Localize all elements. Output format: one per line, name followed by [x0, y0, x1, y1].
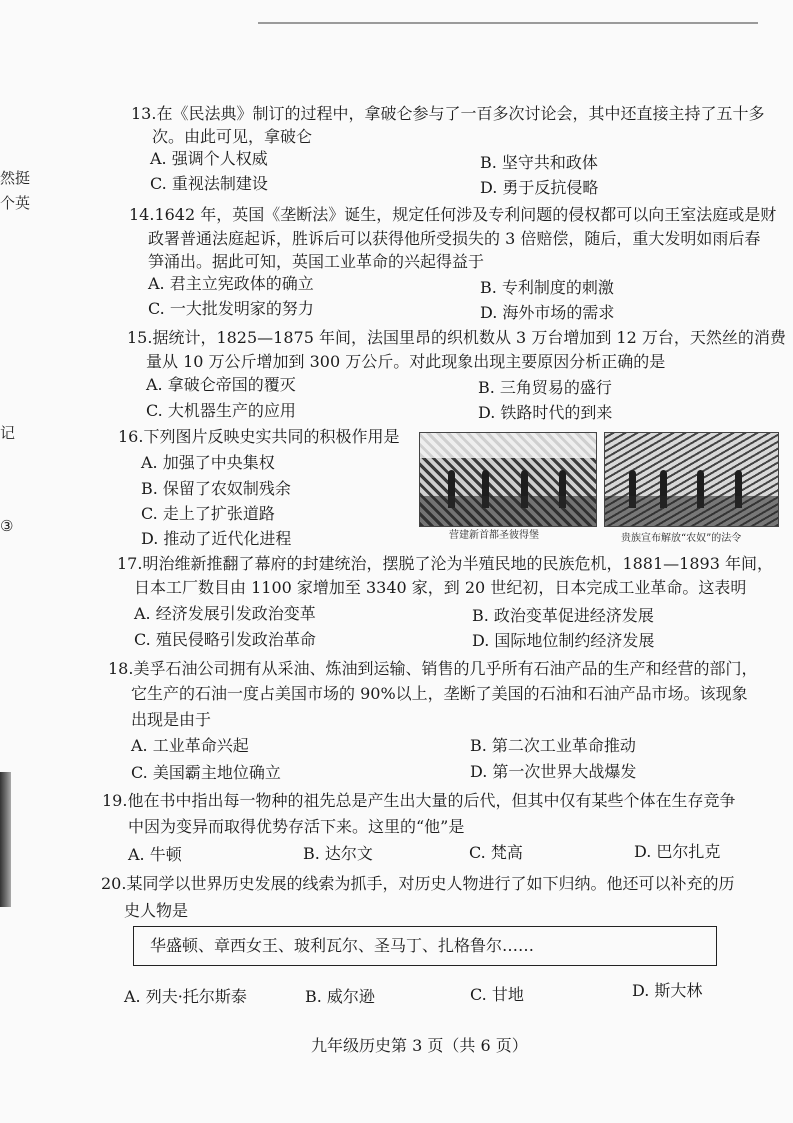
q16-option-a: A. 加强了中央集权: [141, 453, 275, 472]
q13-stem-line2: 次。由此可见，拿破仑: [152, 127, 313, 146]
margin-fragment: 记: [0, 424, 16, 442]
q14-option-b: B. 专利制度的刺激: [480, 278, 614, 297]
q14-option-a: A. 君主立宪政体的确立: [148, 274, 314, 293]
q13-stem-line1: 13.在《民法典》制订的过程中，拿破仑参与了一百多次讨论会，其中还直接主持了五十多: [131, 104, 765, 123]
q17-stem-line2: 日本工厂数目由 1100 家增加至 3340 家，到 20 世纪初，日本完成工业革命。这表明: [134, 578, 747, 597]
q13-option-c: C. 重视法制建设: [150, 174, 268, 193]
q14-stem-line3: 笋涌出。据此可知，英国工业革命的兴起得益于: [148, 252, 485, 271]
q19-option-c: C. 梵高: [469, 843, 523, 862]
q18-stem-line1: 18.美孚石油公司拥有从采油、炼油到运输、销售的几乎所有石油产品的生产和经营的部门，: [108, 659, 758, 678]
q17-option-a: A. 经济发展引发政治变革: [134, 604, 316, 623]
q19-option-d: D. 巴尔扎克: [634, 842, 721, 861]
q20-option-c: C. 甘地: [470, 985, 524, 1004]
q14-option-d: D. 海外市场的需求: [480, 303, 615, 322]
q14-stem-line1: 14.1642 年，英国《垄断法》诞生，规定任何涉及专利问题的侵权都可以向王室法庭或是财: [129, 205, 777, 224]
q18-option-c: C. 美国霸主地位确立: [131, 763, 281, 782]
q20-option-d: D. 斯大林: [632, 981, 703, 1000]
q15-option-b: B. 三角贸易的盛行: [478, 378, 612, 397]
photo-shade: [605, 496, 778, 526]
photo-caption-left: 营建新首都圣彼得堡: [449, 530, 539, 541]
q18-stem-line3: 出现是由于: [131, 710, 212, 729]
top-rule: [258, 22, 758, 24]
q13-option-b: B. 坚守共和政体: [480, 153, 598, 172]
q19-stem-line2: 中因为变异而取得优势存活下来。这里的“他”是: [128, 817, 465, 836]
q16-option-b: B. 保留了农奴制残余: [141, 479, 291, 498]
q17-option-b: B. 政治变革促进经济发展: [472, 606, 654, 625]
photo-caption-right: 贵族宣布解放“农奴”的法令: [621, 533, 742, 544]
photo-sky: [420, 433, 596, 458]
q16-option-c: C. 走上了扩张道路: [141, 504, 275, 523]
q18-option-b: B. 第二次工业革命推动: [470, 736, 636, 755]
photo-shade: [420, 496, 596, 526]
q20-figure-list: 华盛顿、章西女王、玻利瓦尔、圣马丁、扎格鲁尔……: [150, 936, 535, 955]
q18-stem-line2: 它生产的石油一度占美国市场的 90%以上，垄断了美国的石油和石油产品市场。该现象: [131, 684, 748, 703]
q20-option-b: B. 威尔逊: [305, 987, 375, 1006]
q15-option-c: C. 大机器生产的应用: [146, 401, 296, 420]
q15-stem-line2: 量从 10 万公斤增加到 300 万公斤。对此现象出现主要原因分析正确的是: [146, 352, 666, 371]
q13-option-a: A. 强调个人权威: [150, 149, 268, 168]
margin-fragment: 然挺: [0, 169, 31, 187]
q20-figure-list-box: [133, 926, 717, 966]
margin-fragment: ③: [0, 517, 14, 535]
q13-option-d: D. 勇于反抗侵略: [480, 178, 599, 197]
q15-option-d: D. 铁路时代的到来: [478, 403, 613, 422]
page-footer: 九年级历史第 3 页（共 6 页）: [311, 1036, 528, 1055]
q18-option-a: A. 工业革命兴起: [131, 736, 249, 755]
st-petersburg-construction-photo: [419, 432, 597, 527]
q17-option-d: D. 国际地位制约经济发展: [472, 631, 655, 650]
q15-option-a: A. 拿破仑帝国的覆灭: [146, 375, 296, 394]
q19-stem-line1: 19.他在书中指出每一物种的祖先总是产生出大量的后代，但其中仅有某些个体在生存竞争: [102, 791, 736, 810]
q18-option-d: D. 第一次世界大战爆发: [470, 762, 637, 781]
q14-stem-line2: 政署普通法庭起诉，胜诉后可以获得他所受损失的 3 倍赔偿，随后，重大发明如雨后春: [148, 229, 761, 248]
serf-emancipation-decree-photo: [604, 432, 779, 527]
q20-option-a: A. 列夫·托尔斯泰: [124, 987, 247, 1006]
q16-option-d: D. 推动了近代化进程: [141, 529, 292, 548]
q19-option-a: A. 牛顿: [128, 845, 182, 864]
q17-stem-line1: 17.明治维新推翻了幕府的封建统治，摆脱了沦为半殖民地的民族危机，1881—1893 年间，: [117, 554, 773, 573]
q14-option-c: C. 一大批发明家的努力: [148, 299, 314, 318]
q16-stem: 16.下列图片反映史实共同的积极作用是: [118, 427, 400, 446]
q15-stem-line1: 15.据统计，1825—1875 年间，法国里昂的织机数从 3 万台增加到 12 万台，天然丝的消费: [127, 328, 786, 347]
margin-fragment: 个英: [0, 194, 31, 212]
margin-image-fragment: [0, 772, 11, 907]
q20-stem-line1: 20.某同学以世界历史发展的线索为抓手，对历史人物进行了如下归纳。他还可以补充的历: [101, 874, 735, 893]
q20-stem-line2: 史人物是: [124, 901, 189, 920]
q19-option-b: B. 达尔文: [303, 844, 373, 863]
q17-option-c: C. 殖民侵略引发政治革命: [134, 630, 316, 649]
